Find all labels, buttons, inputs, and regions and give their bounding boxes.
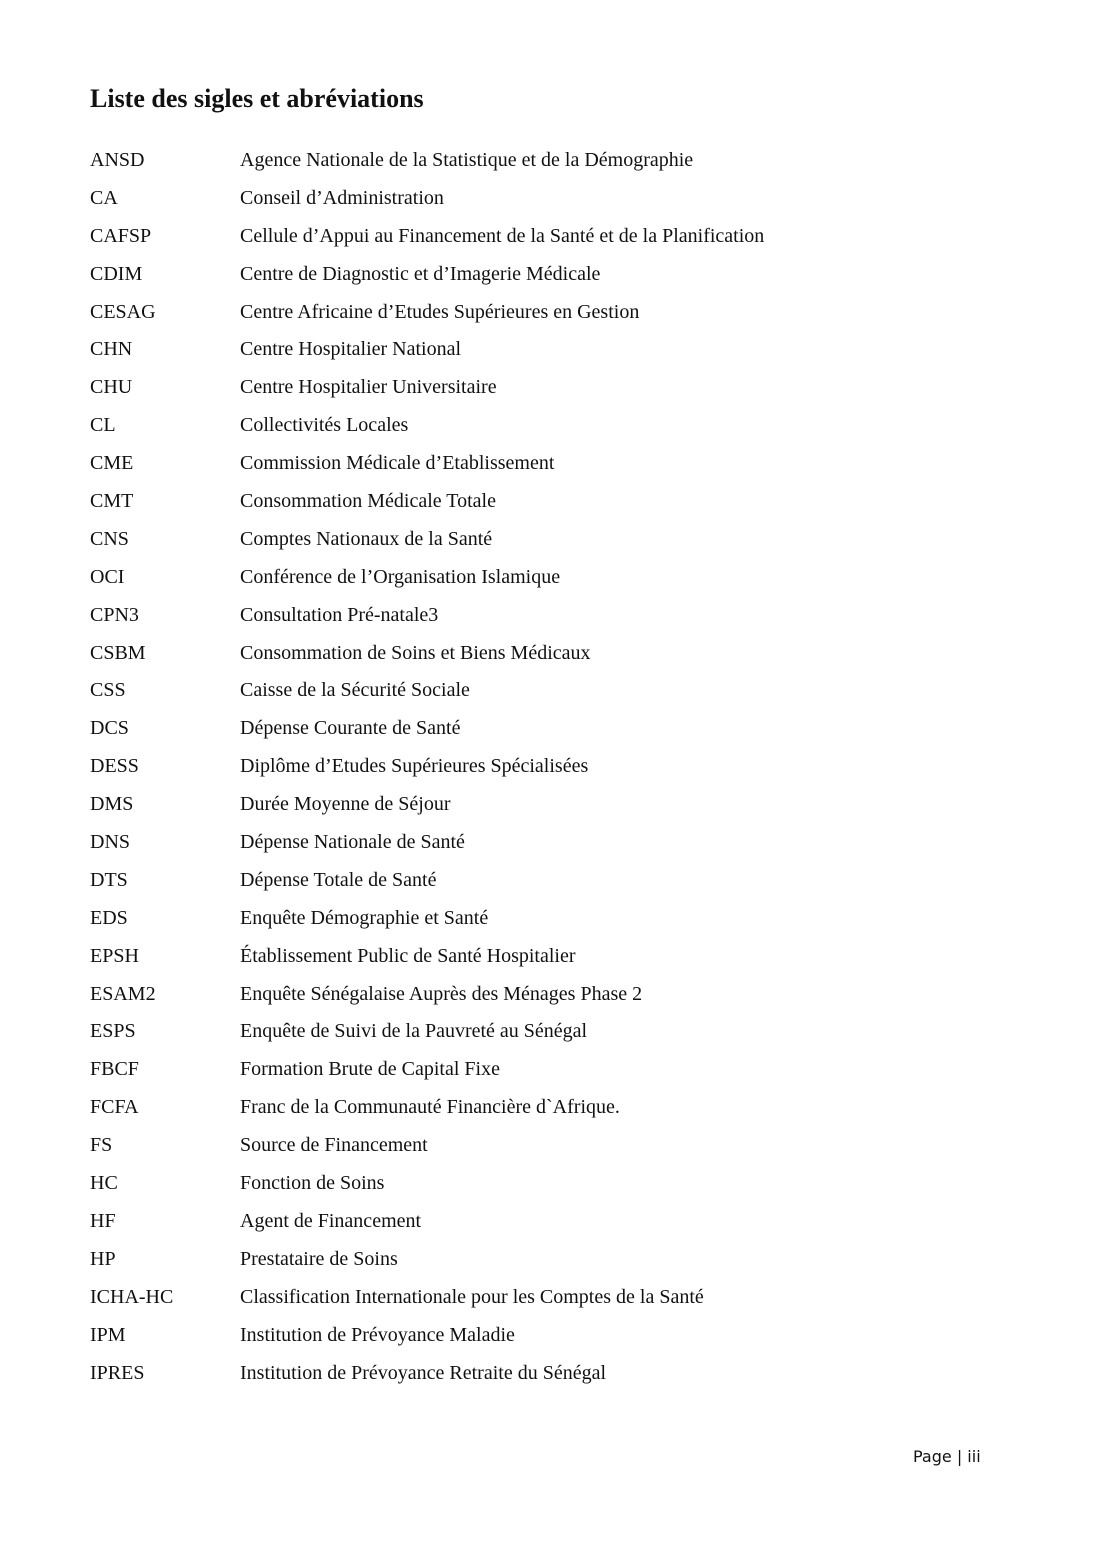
list-item [90, 791, 764, 829]
abbreviation: HC [90, 1172, 118, 1195]
definition: Agent de Financement [240, 1209, 422, 1232]
abbreviation: CME [90, 452, 134, 475]
definition: Prestataire de Soins [240, 1247, 398, 1270]
abbreviation: CL [90, 414, 116, 437]
list-item [90, 677, 764, 715]
abbreviation: IPM [90, 1323, 126, 1346]
definition: Dépense Totale de Santé [240, 868, 437, 891]
abbreviation: DMS [90, 793, 134, 816]
definition: Dépense Nationale de Santé [240, 831, 465, 854]
abbreviation: DCS [90, 717, 129, 740]
definition: Durée Moyenne de Séjour [240, 793, 451, 816]
definition: Classification Internationale pour les Comptes de la Santé [240, 1285, 704, 1308]
abbreviation: FS [90, 1134, 113, 1157]
abbreviation: IPRES [90, 1361, 145, 1384]
list-item [90, 374, 764, 412]
list-item [90, 261, 764, 299]
abbreviation: CAFSP [90, 224, 152, 247]
definition: Consommation de Soins et Biens Médicaux [240, 641, 591, 664]
list-item [90, 1246, 764, 1284]
definition: Enquête Démographie et Santé [240, 906, 489, 929]
definition: Caisse de la Sécurité Sociale [240, 679, 470, 702]
definition: Centre Hospitalier Universitaire [240, 376, 497, 399]
definition: Consultation Pré-natale3 [240, 603, 439, 626]
abbreviation: FCFA [90, 1096, 139, 1119]
list-item [90, 1170, 764, 1208]
definition: Institution de Prévoyance Maladie [240, 1323, 515, 1346]
abbreviation: CNS [90, 527, 129, 550]
list-item [90, 1284, 764, 1322]
definition: Cellule d’Appui au Financement de la Santé et de la Planification [240, 224, 765, 247]
page-number: Page | iii [913, 1447, 981, 1466]
abbreviation: CESAG [90, 300, 156, 323]
definition: Comptes Nationaux de la Santé [240, 527, 493, 550]
abbreviation: ICHA-HC [90, 1285, 174, 1308]
definition: Collectivités Locales [240, 414, 409, 437]
definition: Franc de la Communauté Financière d`Afrique. [240, 1096, 620, 1119]
abbreviation: CPN3 [90, 603, 139, 626]
list-item [90, 223, 764, 261]
list-item [90, 602, 764, 640]
definition: Dépense Courante de Santé [240, 717, 461, 740]
list-item [90, 147, 764, 185]
definition: Centre de Diagnostic et d’Imagerie Médicale [240, 262, 601, 285]
list-item [90, 829, 764, 867]
list-item [90, 526, 764, 564]
list-item [90, 715, 764, 753]
list-item [90, 640, 764, 678]
list-item [90, 943, 764, 981]
list-item [90, 867, 764, 905]
list-item [90, 753, 764, 791]
abbreviation: ESAM2 [90, 982, 156, 1005]
list-item [90, 488, 764, 526]
abbreviation: ESPS [90, 1020, 136, 1043]
list-item [90, 1132, 764, 1170]
abbreviation: ANSD [90, 149, 145, 171]
definition: Source de Financement [240, 1134, 428, 1157]
definition: Fonction de Soins [240, 1172, 385, 1195]
definition: Centre Africaine d’Etudes Supérieures en Gestion [240, 300, 640, 323]
definition: Conseil d’Administration [240, 186, 444, 209]
abbreviation: CSS [90, 679, 126, 702]
abbreviation: CHU [90, 376, 133, 399]
definition: Conférence de l’Organisation Islamique [240, 565, 561, 588]
definition: Agence Nationale de la Statistique et de la Démographie [240, 149, 694, 171]
list-item [90, 336, 764, 374]
list-item [90, 1094, 764, 1132]
list-item [90, 1056, 764, 1094]
abbreviation: HF [90, 1209, 116, 1232]
definition: Commission Médicale d’Etablissement [240, 452, 555, 475]
definition: Établissement Public de Santé Hospitalier [240, 944, 576, 967]
abbreviation: DTS [90, 868, 128, 891]
page-title: Liste des sigles et abréviations [90, 84, 424, 113]
list-item [90, 412, 764, 450]
abbreviation-list [90, 147, 764, 1397]
abbreviation: CDIM [90, 262, 143, 285]
list-item [90, 450, 764, 488]
abbreviation: EPSH [90, 944, 139, 967]
list-item [90, 905, 764, 943]
definition: Consommation Médicale Totale [240, 490, 496, 513]
list-item [90, 1208, 764, 1246]
abbreviation: FBCF [90, 1058, 139, 1081]
definition: Diplôme d’Etudes Supérieures Spécialisées [240, 755, 589, 778]
abbreviation: CSBM [90, 641, 146, 664]
abbreviation: DESS [90, 755, 139, 778]
list-item [90, 1360, 764, 1398]
abbreviation: DNS [90, 831, 131, 854]
list-item [90, 1018, 764, 1056]
definition: Enquête Sénégalaise Auprès des Ménages Phase 2 [240, 982, 643, 1005]
definition: Centre Hospitalier National [240, 338, 462, 361]
definition: Institution de Prévoyance Retraite du Sénégal [240, 1361, 607, 1384]
list-item [90, 1322, 764, 1360]
abbreviation: OCI [90, 565, 125, 588]
abbreviation: CMT [90, 490, 134, 513]
definition: Formation Brute de Capital Fixe [240, 1058, 500, 1081]
list-item [90, 981, 764, 1019]
abbreviation: CA [90, 186, 118, 209]
list-item [90, 299, 764, 337]
abbreviation: EDS [90, 906, 128, 929]
abbreviation: CHN [90, 338, 133, 361]
definition: Enquête de Suivi de la Pauvreté au Sénégal [240, 1020, 588, 1043]
abbreviation: HP [90, 1247, 116, 1270]
list-item [90, 185, 764, 223]
list-item [90, 564, 764, 602]
